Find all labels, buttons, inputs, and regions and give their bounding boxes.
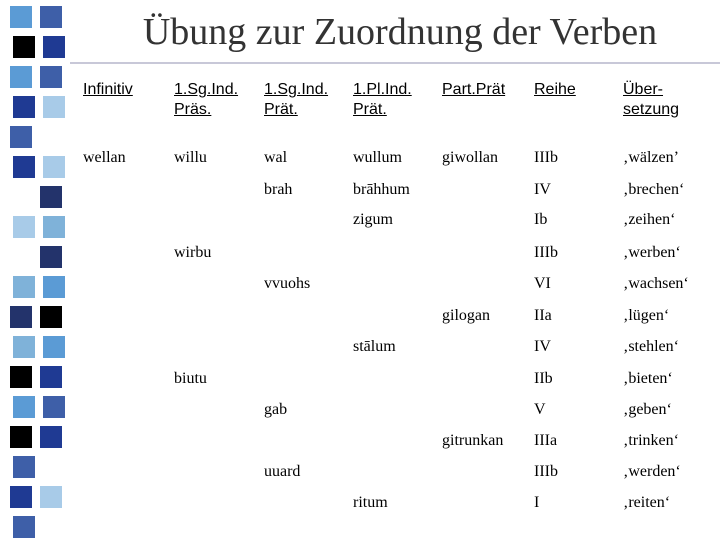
cell-sg-praes: willu [174, 149, 207, 166]
decor-square [40, 66, 62, 88]
cell-reihe: IIIb [534, 149, 558, 166]
cell-part-praet: gitrunkan [442, 432, 504, 449]
cell-reihe: IIIa [534, 432, 558, 449]
title-divider [70, 62, 720, 64]
decor-square [43, 156, 65, 178]
cell-sg-praes: wirbu [174, 244, 212, 261]
cell-pl-praet: ritum [353, 494, 388, 511]
header-sg-praet: 1.Sg.Ind. Prät. [264, 81, 329, 118]
decor-square [40, 126, 62, 148]
decor-square [10, 426, 32, 448]
decor-square [43, 216, 65, 238]
decor-square [10, 186, 32, 208]
header-sg-praes: 1.Sg.Ind. Präs. [174, 81, 239, 118]
cell-sg-praet: uuard [264, 463, 301, 480]
header-reihe: Reihe [534, 81, 576, 98]
cell-reihe: Ib [534, 211, 548, 228]
cell-uebersetzung: ‚geben‘ [623, 401, 672, 418]
cell-uebersetzung: ‚wachsen‘ [623, 275, 689, 292]
decor-square [13, 156, 35, 178]
decor-square [13, 456, 35, 478]
decor-square [43, 396, 65, 418]
decor-square [43, 336, 65, 358]
cell-pl-praet: zigum [353, 211, 393, 228]
decor-square [40, 306, 62, 328]
slide-title: Übung zur Zuordnung der Verben [142, 11, 658, 53]
cell-uebersetzung: ‚bieten‘ [623, 370, 673, 387]
cell-uebersetzung: ‚lügen‘ [623, 307, 670, 324]
cell-reihe: IV [534, 181, 551, 198]
decor-square [10, 306, 32, 328]
decor-square [40, 426, 62, 448]
decorative-sidebar [0, 0, 66, 540]
cell-part-praet: giwollan [442, 149, 498, 166]
cell-reihe: I [534, 494, 540, 511]
decor-square [10, 246, 32, 268]
cell-uebersetzung: ‚trinken‘ [623, 432, 679, 449]
cell-reihe: IIb [534, 370, 553, 387]
cell-uebersetzung: ‚werben‘ [623, 244, 681, 261]
decor-square [13, 336, 35, 358]
cell-pl-praet: wullum [353, 149, 402, 166]
cell-reihe: IIIb [534, 244, 558, 261]
cell-sg-praet: vvuohs [264, 275, 311, 292]
decor-square [13, 396, 35, 418]
cell-sg-praet: wal [264, 149, 288, 166]
header-pl-praet: 1.Pl.Ind. Prät. [353, 81, 412, 118]
decor-square [10, 66, 32, 88]
decor-square [40, 246, 62, 268]
header-part-praet: Part.Prät [442, 81, 506, 98]
cell-part-praet: gilogan [442, 307, 490, 324]
cell-reihe: IIIb [534, 463, 558, 480]
cell-uebersetzung: ‚werden‘ [623, 463, 681, 480]
cell-reihe: VI [534, 275, 551, 292]
decor-square [13, 516, 35, 538]
cell-uebersetzung: ‚reiten‘ [623, 494, 671, 511]
cell-pl-praet: stālum [353, 338, 396, 355]
decor-square [40, 486, 62, 508]
decor-square [10, 366, 32, 388]
cell-infinitiv: wellan [83, 149, 126, 166]
cell-sg-praet: gab [264, 401, 288, 418]
decor-square [40, 186, 62, 208]
cell-uebersetzung: ‚stehlen‘ [623, 338, 679, 355]
cell-reihe: V [534, 401, 546, 418]
cell-sg-praes: biutu [174, 370, 207, 387]
decor-square [43, 276, 65, 298]
decor-square [40, 366, 62, 388]
decor-square [43, 456, 65, 478]
decor-square [10, 126, 32, 148]
cell-reihe: IV [534, 338, 551, 355]
cell-uebersetzung: ‚wälzen’ [623, 149, 679, 166]
cell-reihe: IIa [534, 307, 552, 324]
header-uebersetzung: Über- setzung [623, 81, 680, 118]
decor-square [43, 96, 65, 118]
decor-square [43, 516, 65, 538]
decor-square [13, 96, 35, 118]
decor-square [10, 486, 32, 508]
cell-sg-praet: brah [264, 181, 293, 198]
decor-square [13, 276, 35, 298]
header-infinitiv: Infinitiv [83, 81, 133, 98]
cell-uebersetzung: ‚brechen‘ [623, 181, 685, 198]
cell-uebersetzung: ‚zeihen‘ [623, 211, 676, 228]
decor-square [13, 216, 35, 238]
cell-pl-praet: brāhhum [353, 181, 410, 198]
